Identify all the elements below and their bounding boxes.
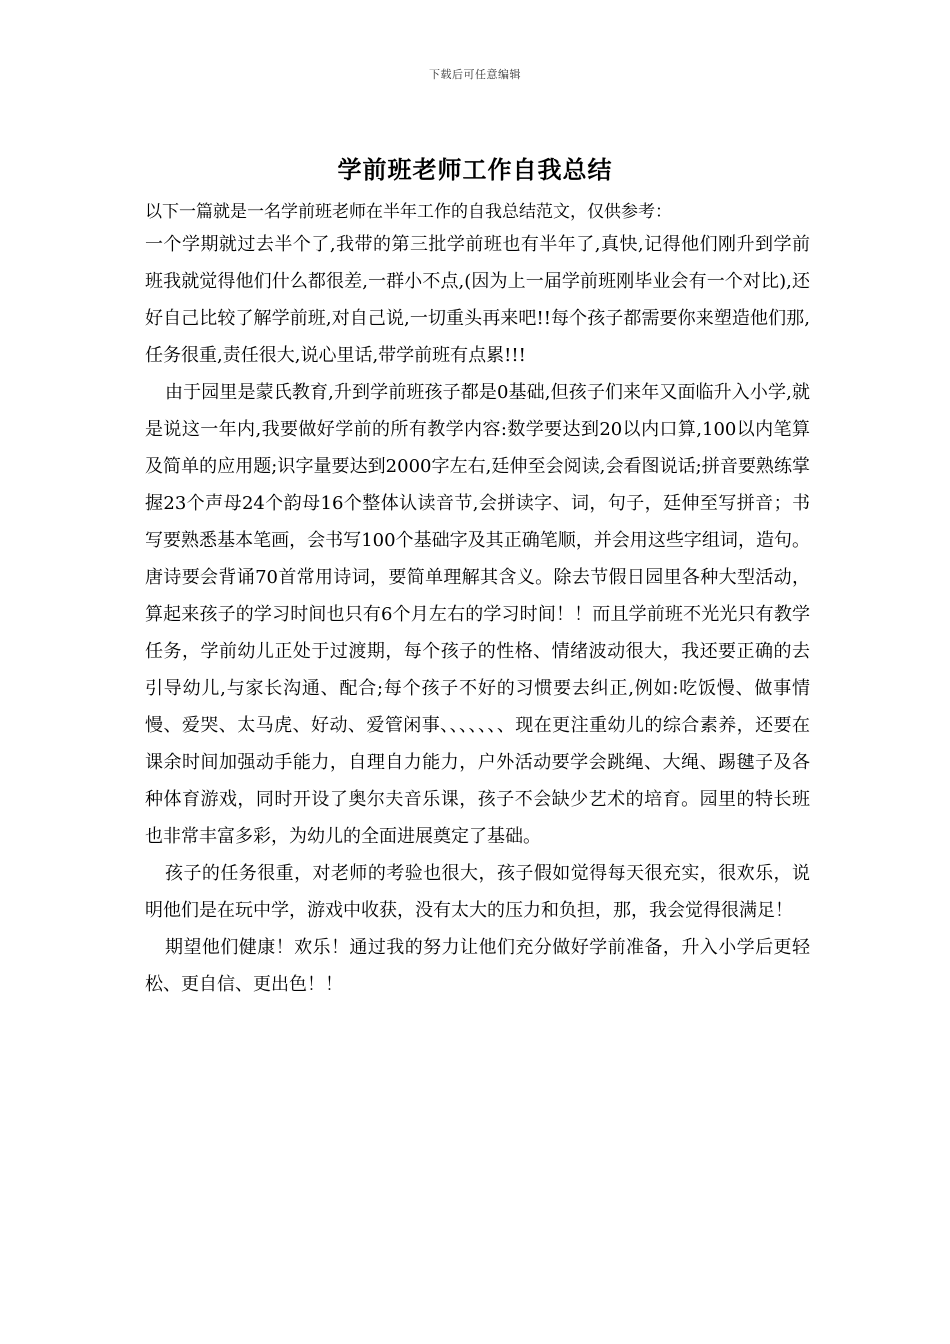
paragraph-1: 一个学期就过去半个了,我带的第三批学前班也有半年了,真快,记得他们刚升到学前班我就觉得他们什么都很差,一群小不点,(因为上一届学前班刚毕业会有一个对比),还好自己比较了解学前班,对自己说,一切重头再来吧!!每个孩子都需要你来塑造他们那,任务很重,责任很大,说心里话,带学前班有点累!!! — [145, 234, 810, 366]
paragraph-3: 孩子的任务很重，对老师的考验也很大，孩子假如觉得每天很充实，很欢乐，说明他们是在玩中学，游戏中收获，没有太大的压力和负担，那，我会觉得很满足！ — [145, 863, 810, 921]
paragraph-4: 期望他们健康！欢乐！通过我的努力让他们充分做好学前准备，升入小学后更轻松、更自信、更出色！！ — [145, 937, 810, 995]
header-note: 下载后可任意编辑 — [429, 68, 521, 81]
paragraph-2: 由于园里是蒙氏教育,升到学前班孩子都是0基础,但孩子们来年又面临升入小学,就是说这一年内,我要做好学前的所有教学内容:数学要达到20以内口算,100以内笔算及简单的应用题;识字量要达到2000字左右,廷伸至会阅读,会看图说话;拼音要熟练掌握23个声母24个韵母16个整体认读音节,会拼读字、词，句子，廷伸至写拼音；书写要熟悉基本笔画，会书写100个基础字及其正确笔顺，并会用这些字组词，造句。唐诗要会背诵70首常用诗词，要简单理解其含义。除去节假日园里各种大型活动，算起来孩子的学习时间也只有6个月左右的学习时间！！而且学前班不光光只有教学任务，学前幼儿正处于过渡期，每个孩子的性格、情绪波动很大，我还要正确的去引导幼儿,与家长沟通、配合;每个孩子不好的习惯要去纠正,例如:吃饭慢、做事情慢、爱哭、太马虎、好动、爱管闲事、、、、、、、现在更注重幼儿的综合素养，还要在课余时间加强动手能力，自理自力能力，户外活动要学会跳绳、大绳、踢毽子及各种体育游戏，同时开设了奥尔夫音乐课，孩子不会缺少艺术的培育。园里的特长班也非常丰富多彩，为幼儿的全面进展奠定了基础。 — [145, 382, 810, 847]
document-body — [145, 198, 810, 1003]
document-title: 学前班老师工作自我总结 — [337, 155, 613, 184]
intro-paragraph: 以下一篇就是一名学前班老师在半年工作的自我总结范文，仅供参考： — [145, 202, 672, 222]
